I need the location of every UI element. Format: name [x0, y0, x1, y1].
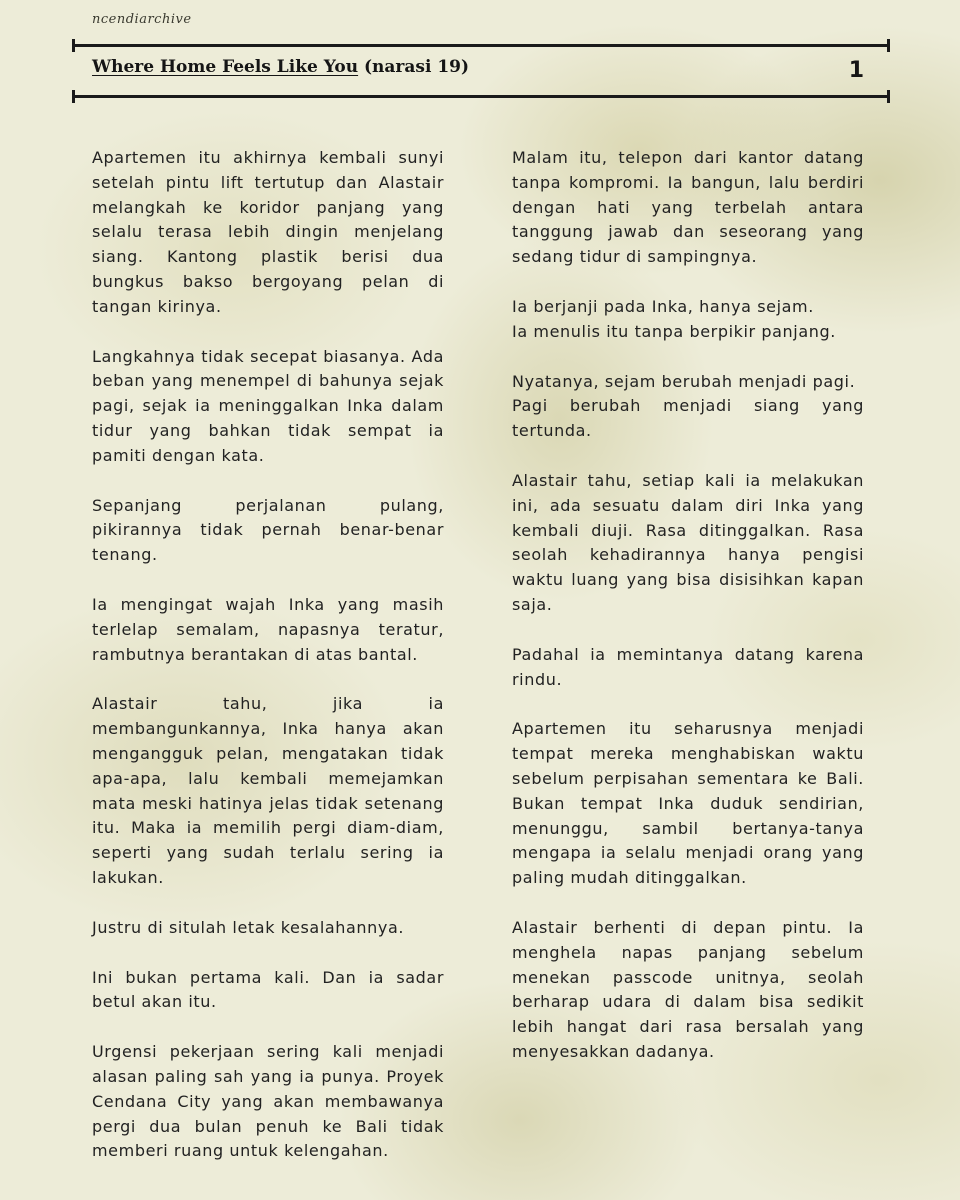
paragraph: Urgensi pekerjaan sering kali menjadi alasan paling sah yang ia punya. Proyek Cendana City yang akan membawanya pergi dua bulan penuh ke Bali tidak memberi ruang untuk kelengahan. — [92, 1042, 444, 1161]
paragraph: Nyatanya, sejam berubah menjadi pagi. — [512, 371, 856, 391]
paragraph: Sepanjang perjalanan pulang, pikirannya tidak pernah benar-benar tenang. — [92, 495, 444, 565]
paragraph: Justru di situlah letak kesalahannya. — [92, 917, 405, 937]
paragraph: Ia menulis itu tanpa berpikir panjang. — [512, 321, 836, 341]
paragraph: Ini bukan pertama kali. Dan ia sadar betul akan itu. — [92, 967, 444, 1012]
left-text-column — [92, 146, 444, 1189]
paragraph: Pagi berubah menjadi siang yang tertunda. — [512, 396, 864, 441]
page-number: 1 — [848, 58, 864, 83]
header-rule-bottom — [72, 95, 890, 98]
paragraph: Langkahnya tidak secepat biasanya. Ada beban yang menempel di bahunya sejak pagi, sejak ia meninggalkan Inka dalam tidur yang bahkan tidak sempat ia pamiti dengan kata. — [92, 346, 444, 465]
page-title — [92, 57, 469, 77]
paragraph: Alastair berhenti di depan pintu. Ia menghela napas panjang sebelum menekan passcode unitnya, seolah berharap udara di dalam bisa sedikit lebih hangat dari rasa bersalah yang menyesakkan dadanya. — [512, 917, 864, 1061]
paragraph: Ia berjanji pada Inka, hanya sejam. — [512, 296, 814, 316]
paragraph: Malam itu, telepon dari kantor datang tanpa kompromi. Ia bangun, lalu berdiri dengan hati yang terbelah antara tanggung jawab dan seseorang yang sedang tidur di sampingnya. — [512, 148, 864, 267]
brand-watermark: ncendiarchive — [92, 12, 192, 27]
paragraph: Apartemen itu seharusnya menjadi tempat mereka menghabiskan waktu sebelum perpisahan sementara ke Bali. Bukan tempat Inka duduk sendirian, menunggu, sambil bertanya-tanya mengapa ia selalu menjadi orang yang paling mudah ditinggalkan. — [512, 719, 864, 888]
story-title: Where Home Feels Like You — [92, 57, 359, 77]
paragraph: Ia mengingat wajah Inka yang masih terlelap semalam, napasnya teratur, rambutnya berantakan di atas bantal. — [92, 594, 444, 664]
right-text-column — [512, 146, 864, 1090]
chapter-label: (narasi 19) — [364, 57, 470, 77]
paragraph: Apartemen itu akhirnya kembali sunyi setelah pintu lift tertutup dan Alastair melangkah ke koridor panjang yang selalu terasa lebih dingin menjelang siang. Kantong plastik berisi dua bungkus bakso bergoyang pelan di tangan kirinya. — [92, 148, 444, 316]
paragraph: Alastair tahu, jika ia membangunkannya, Inka hanya akan mengangguk pelan, mengatakan tidak apa-apa, lalu kembali memejamkan mata meski hatinya jelas tidak setenang itu. Maka ia memilih pergi diam-diam, seperti yang sudah terlalu sering ia lakukan. — [92, 694, 444, 887]
header-rule-top — [72, 44, 890, 47]
paragraph: Padahal ia memintanya datang karena rindu. — [512, 644, 864, 689]
paragraph: Alastair tahu, setiap kali ia melakukan ini, ada sesuatu dalam diri Inka yang kembali diuji. Rasa ditinggalkan. Rasa seolah kehadirannya hanya pengisi waktu luang yang bisa disisihkan kapan saja. — [512, 470, 864, 614]
